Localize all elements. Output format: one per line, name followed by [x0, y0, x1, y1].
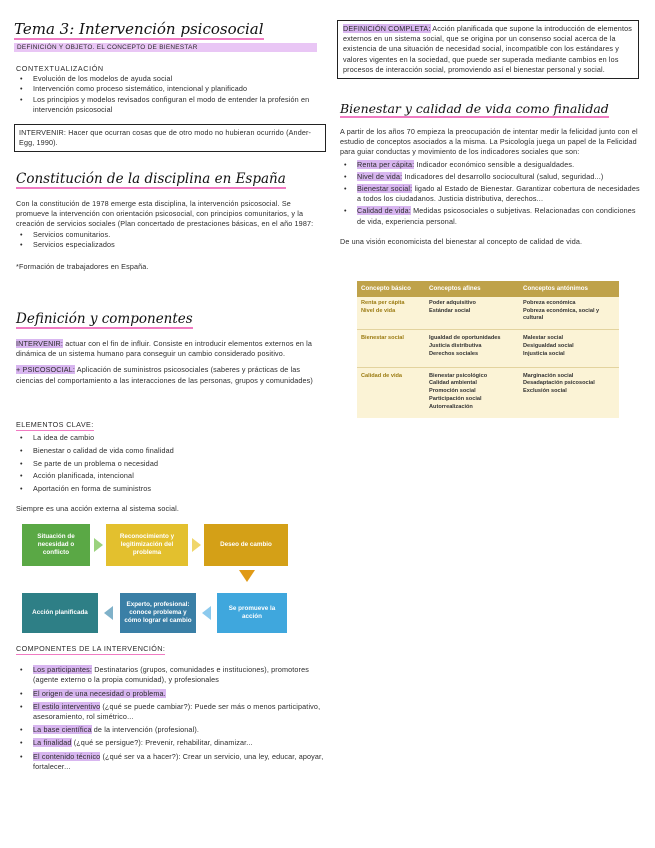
list-item: • Aportación en forma de suministros: [16, 484, 326, 494]
table-cell: Calidad de vida: [361, 372, 403, 379]
elementos-heading: ELEMENTOS CLAVE:: [16, 420, 94, 431]
list-item: • Bienestar o calidad de vida como finalidad: [16, 446, 326, 456]
table-cell: Bienestar social: [361, 335, 404, 342]
list-item: [16, 752, 328, 772]
arrow-right-icon: [192, 538, 201, 552]
table-row: [357, 297, 619, 330]
arrow-left-icon: [104, 606, 113, 620]
list-item: [340, 184, 640, 204]
elementos-note: Siempre es una acción externa al sistema social.: [16, 504, 180, 514]
contextualizacion-section: [16, 64, 316, 115]
list-item: [16, 702, 328, 722]
intervenir-text: Hacer que ocurran cosas que de otro modo no hubieran ocurrido (Ander-Egg, 1990).: [19, 128, 312, 148]
flow-box-deseo-cambio: Deseo de cambio: [204, 524, 288, 566]
definicion-section: [16, 310, 326, 386]
list-item: [16, 725, 328, 735]
constitucion-list: [16, 230, 326, 250]
bienestar-heading: Bienestar y calidad de vida como finalidad: [340, 101, 609, 116]
component-text: Destinatarios (grupos, comunidades e instituciones), promotores (agente externo o la propia comunidad), y profesionales: [33, 665, 309, 685]
page-subtitle: DEFINICIÓN Y OBJETO. EL CONCEPTO DE BIENESTAR: [14, 43, 317, 52]
indicadores-list: [340, 160, 640, 227]
definicion-intervenir: [16, 339, 326, 359]
list-item: • La idea de cambio: [16, 433, 326, 443]
arrow-right-icon: [94, 538, 103, 552]
flow-box-reconocimiento: Reconocimiento y legitimización del problema: [106, 524, 188, 566]
table-header: Conceptos afines: [429, 285, 481, 292]
flow-box-accion-planificada: Acción planificada: [22, 593, 98, 633]
list-item: [340, 160, 640, 170]
list-item: [16, 689, 328, 699]
indicator-text: Indicador económico sensible a desigualdades.: [414, 159, 575, 169]
component-text: de la intervención (profesional).: [91, 725, 200, 735]
component-term: El estilo interventivo: [33, 701, 101, 711]
component-term: La base científica: [33, 725, 92, 735]
indicator-term: Renta per cápita:: [357, 159, 415, 169]
elementos-section: [16, 420, 326, 514]
intervenir-term-highlight: INTERVENIR:: [16, 339, 64, 348]
page-title: Tema 3: Intervención psicosocial: [14, 20, 264, 38]
bienestar-note: De una visión economicista del bienestar al concepto de calidad de vida.: [340, 236, 583, 246]
table-row: [357, 367, 619, 417]
indicator-term: Calidad de vida:: [357, 206, 411, 216]
indicator-term: Bienestar social:: [357, 184, 413, 194]
list-item: • Servicios especializados: [16, 240, 326, 250]
indicator-term: Nivel de vida:: [357, 171, 403, 181]
intervention-flow-diagram: [22, 521, 292, 636]
definicion-psicosocial: [16, 365, 326, 385]
table-cell: Bienestar psicológico Calidad ambiental Promoción social Participación social Autorrealización: [429, 372, 488, 410]
table-cell: Igualdad de oportunidades Justicia distributiva Derechos sociales: [429, 335, 501, 357]
list-item: [16, 665, 328, 685]
intervenir-term: INTERVENIR:: [19, 128, 67, 137]
table-cell: Marginación social Desadaptación psicosocial Exclusión social: [523, 372, 595, 395]
bienestar-section: [340, 100, 640, 247]
arrow-down-icon: [239, 570, 255, 582]
table-header: Concepto básico: [361, 285, 411, 292]
definicion-heading: Definición y componentes: [16, 311, 193, 327]
list-item: • Los principios y modelos revisados configuran el modo de entender la profesión en intervención psicosocial: [16, 95, 316, 115]
component-term: La finalidad: [33, 738, 72, 748]
definicion-completa-term: DEFINICIÓN COMPLETA:: [343, 24, 431, 33]
list-item: [340, 206, 640, 226]
list-item: • Intervención como proceso sistemático, intencional y planificado: [16, 84, 316, 94]
list-item: • Evolución de los modelos de ayuda social: [16, 74, 316, 84]
componentes-list: [16, 665, 328, 772]
intervenir-meaning: actuar con el fin de influir. Consiste en introducir elementos externos en la dinámica de un sistema humano para conseguir un cambio considerado positivo.: [16, 339, 313, 359]
list-item: [16, 738, 328, 748]
component-text: (¿qué se puede cambiar?): Puede ser más o menos participativo, asesoramiento, rol simétrico...: [33, 701, 321, 722]
definicion-completa-text: Acción planificada que supone la introducción de elementos externos en un sistema social, que se origina por un consenso social acerca de la existencia de una situación de necesidad social, incompatible con los estándares y valores vigentes en la sociedad, que puede ser superada mediante cambios en los procesos de interacción social, promoviendo así el bienestar personal y social.: [343, 24, 632, 74]
indicator-text: Indicadores del desarrollo sociocultural (salud, seguridad...): [402, 171, 604, 181]
component-term: El origen de una necesidad o problema.: [33, 688, 166, 698]
definicion-completa-box: [337, 20, 639, 79]
componentes-section: [16, 644, 328, 772]
table-cell: Pobreza económica Pobreza económica, social y cultural: [523, 299, 600, 322]
component-term: Los participantes:: [33, 665, 93, 675]
table-header-row: [357, 281, 619, 297]
component-text: (¿qué se persigue?): Prevenir, rehabilitar, dinamizar...: [71, 738, 253, 748]
constitucion-note: *Formación de trabajadores en España.: [16, 262, 149, 272]
table-cell: Malestar social Desigualdad social Injusticia social: [523, 335, 574, 357]
elementos-list: [16, 433, 326, 494]
component-term: El contenido técnico: [33, 751, 101, 761]
constitucion-heading: Constitución de la disciplina en España: [16, 171, 286, 187]
component-text: (¿qué ser va a hacer?): Crear un servicio, una ley, educar, apoyar, fortalecer...: [33, 751, 324, 771]
contextualizacion-heading: CONTEXTUALIZACIÓN: [16, 64, 104, 73]
list-item: [340, 172, 640, 182]
table-header: Conceptos antónimos: [523, 285, 588, 292]
indicator-text: ligado al Estado de Bienestar. Garantizar cobertura de necesidades a todos los ciudadanos. Justicia distributiva, derechos...: [357, 184, 640, 204]
flow-box-experto: Experto, profesional: conoce problema y cómo lograr el cambio: [120, 593, 196, 633]
arrow-left-icon: [202, 606, 211, 620]
flow-box-necesidad: Situación de necesidad o conflicto: [22, 524, 90, 566]
psicosocial-term-highlight: + PSICOSOCIAL:: [16, 365, 76, 375]
psicosocial-meaning: Aplicación de suministros psicosociales (saberes y prácticas de las ciencias del comportamiento a las interacciones de las personas, grupos y comunidades): [16, 365, 313, 385]
table-cell: Poder adquisitivo Estándar social: [429, 299, 476, 314]
bienestar-paragraph: A partir de los años 70 empieza la preocupación de intentar medir la felicidad junto con el estudio de conceptos asociados a la misma. La Psicología juega un papel de la Felicidad para guiar conductas y movimiento de los indicadores sociales que son:: [340, 127, 638, 157]
intervenir-definition-box: [14, 124, 326, 152]
table-row: [357, 330, 619, 367]
title-block: [14, 20, 330, 52]
constitucion-section: [16, 170, 326, 272]
table-cell: Renta per cápita Nivel de vida: [361, 299, 405, 314]
list-item: • Se parte de un problema o necesidad: [16, 459, 326, 469]
flow-box-promueve-accion: Se promueve la acción: [217, 593, 287, 633]
conceptos-table: [357, 281, 619, 418]
componentes-heading: COMPONENTES DE LA INTERVENCIÓN:: [16, 644, 165, 655]
list-item: • Acción planificada, intencional: [16, 471, 326, 481]
contextualizacion-list: [16, 74, 316, 115]
indicator-text: Medidas psicosociales o subjetivas. Relacionadas con condiciones de vida, experiencia personal.: [357, 206, 636, 226]
list-item: • Servicios comunitarios.: [16, 230, 326, 240]
constitucion-paragraph: Con la constitución de 1978 emerge esta disciplina, la intervención psicosocial. Se promueve la intervención con orientación psicosocial, con principios comunitarios, y la creación de servicios sociales (Plan concertado de prestaciones básicas, en el año 1987:: [16, 199, 314, 229]
